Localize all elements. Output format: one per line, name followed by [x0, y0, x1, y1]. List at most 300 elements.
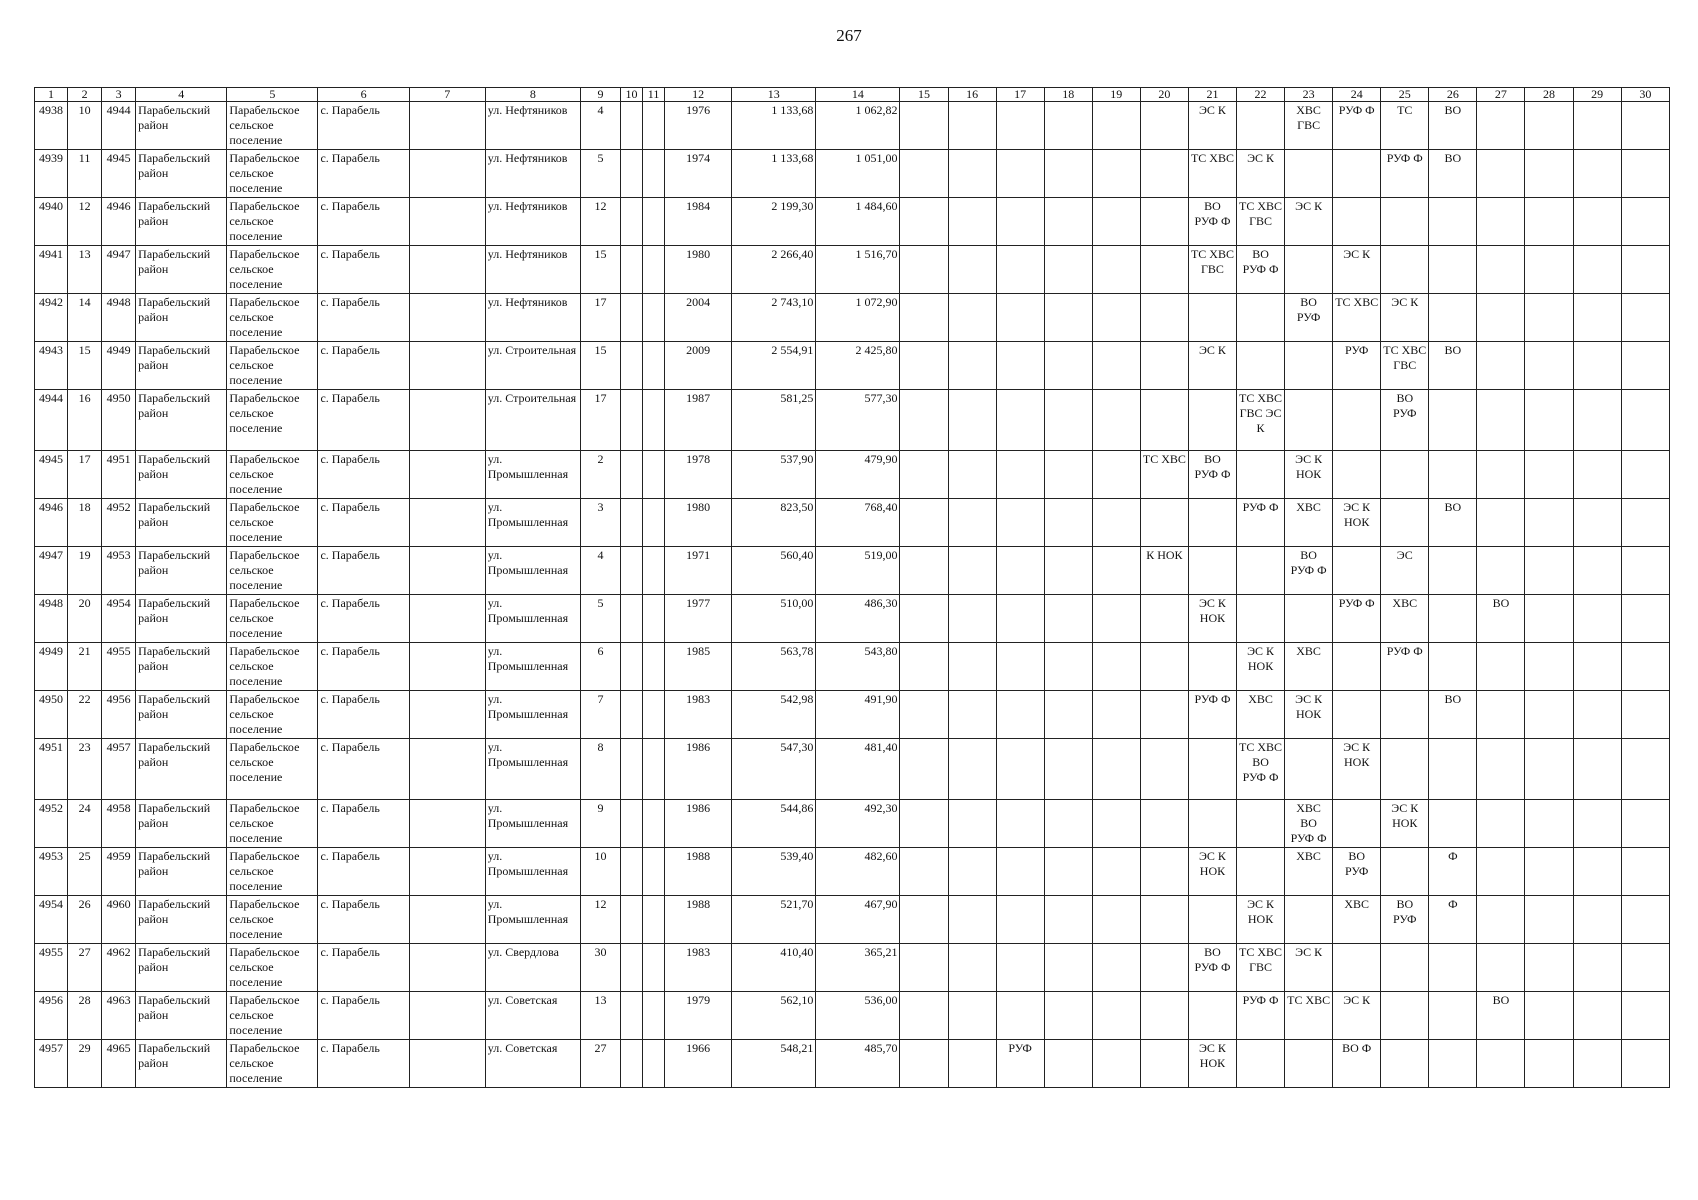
cell-col-7	[409, 595, 485, 643]
cell-col-23	[1285, 547, 1333, 595]
cell-col-13	[732, 739, 816, 800]
cell-text: РУФ	[1008, 1041, 1032, 1055]
column-header-14: 14	[816, 88, 900, 102]
cell-col-25	[1381, 595, 1429, 643]
cell-col-3	[102, 390, 136, 451]
cell-col-9	[580, 499, 620, 547]
cell-col-21	[1188, 944, 1236, 992]
cell-col-24	[1333, 390, 1381, 451]
cell-col-17	[996, 246, 1044, 294]
cell-col-28	[1525, 992, 1573, 1040]
cell-text: 4943	[39, 343, 64, 357]
cell-col-6	[318, 246, 409, 294]
cell-col-28	[1525, 390, 1573, 451]
cell-col-25	[1381, 246, 1429, 294]
cell-text: 16	[78, 391, 91, 405]
cell-col-2	[68, 1040, 102, 1088]
cell-text: 1 484,60	[855, 199, 898, 213]
cell-col-16	[948, 1040, 996, 1088]
cell-col-25	[1381, 896, 1429, 944]
column-header-2: 2	[68, 88, 102, 102]
cell-col-15	[900, 1040, 948, 1088]
cell-col-9	[580, 547, 620, 595]
cell-col-4	[136, 643, 227, 691]
cell-col-4	[136, 739, 227, 800]
cell-text: ВО	[1444, 692, 1462, 706]
cell-col-22	[1237, 643, 1285, 691]
cell-col-26	[1429, 944, 1477, 992]
cell-text: РУФ Ф	[1338, 103, 1375, 117]
cell-col-26	[1429, 246, 1477, 294]
cell-col-13	[732, 691, 816, 739]
cell-text: ул. Промышленная	[487, 548, 569, 577]
cell-col-5	[227, 848, 318, 896]
cell-col-8	[485, 547, 580, 595]
column-header-24: 24	[1333, 88, 1381, 102]
cell-col-18	[1044, 739, 1092, 800]
cell-text: ВО РУФ Ф	[1242, 247, 1279, 276]
cell-text: ТС ХВС	[1142, 452, 1186, 466]
cell-col-18	[1044, 992, 1092, 1040]
cell-col-23	[1285, 198, 1333, 246]
cell-text: с. Парабель	[320, 945, 380, 959]
cell-col-6	[318, 451, 409, 499]
column-header-22: 22	[1237, 88, 1285, 102]
cell-text: ХВС ВО РУФ Ф	[1290, 801, 1327, 845]
cell-text: 4954	[39, 897, 64, 911]
cell-col-14	[816, 198, 900, 246]
cell-col-30	[1621, 246, 1669, 294]
cell-col-30	[1621, 294, 1669, 342]
cell-col-9	[580, 198, 620, 246]
cell-text: 8	[597, 740, 604, 754]
cell-text: 4946	[39, 500, 64, 514]
cell-col-11	[643, 739, 665, 800]
cell-col-16	[948, 246, 996, 294]
column-header-6: 6	[318, 88, 409, 102]
cell-col-20	[1140, 595, 1188, 643]
cell-text: Парабельский район	[138, 548, 211, 577]
cell-text: 560,40	[780, 548, 814, 562]
cell-text: 1986	[686, 740, 711, 754]
cell-text: 4945	[106, 151, 131, 165]
table-row	[35, 547, 1670, 595]
cell-text: ТС ХВС	[1335, 295, 1379, 309]
cell-text: 5	[597, 151, 604, 165]
cell-text: 1 062,82	[855, 103, 898, 117]
cell-col-20	[1140, 643, 1188, 691]
cell-col-22	[1237, 800, 1285, 848]
cell-col-8	[485, 800, 580, 848]
cell-col-12	[665, 739, 732, 800]
cell-col-22	[1237, 102, 1285, 150]
cell-text: ул. Нефтяников	[487, 247, 568, 261]
cell-text: 4956	[106, 692, 131, 706]
cell-col-19	[1092, 595, 1140, 643]
table-row	[35, 150, 1670, 198]
cell-col-28	[1525, 595, 1573, 643]
cell-col-9	[580, 992, 620, 1040]
cell-col-24	[1333, 150, 1381, 198]
cell-col-11	[643, 691, 665, 739]
cell-col-6	[318, 102, 409, 150]
cell-col-23	[1285, 643, 1333, 691]
cell-text: 4960	[106, 897, 131, 911]
cell-col-22	[1237, 294, 1285, 342]
cell-col-4	[136, 691, 227, 739]
cell-col-28	[1525, 896, 1573, 944]
cell-col-22	[1237, 150, 1285, 198]
cell-text: РУФ Ф	[1194, 692, 1231, 706]
cell-col-16	[948, 848, 996, 896]
cell-text: Парабельский район	[138, 1041, 211, 1070]
cell-col-17	[996, 150, 1044, 198]
cell-col-25	[1381, 643, 1429, 691]
cell-text: 12	[78, 199, 91, 213]
cell-col-7	[409, 342, 485, 390]
cell-col-5	[227, 643, 318, 691]
cell-col-29	[1573, 246, 1621, 294]
cell-text: 2 743,10	[771, 295, 814, 309]
cell-col-3	[102, 451, 136, 499]
cell-col-14	[816, 390, 900, 451]
cell-col-16	[948, 800, 996, 848]
cell-text: 4941	[39, 247, 64, 261]
cell-col-29	[1573, 944, 1621, 992]
cell-col-6	[318, 944, 409, 992]
cell-col-4	[136, 848, 227, 896]
cell-text: ул. Нефтяников	[487, 103, 568, 117]
cell-text: ЭС К НОК	[1295, 692, 1323, 721]
cell-text: с. Парабель	[320, 295, 380, 309]
cell-col-3	[102, 595, 136, 643]
cell-col-15	[900, 643, 948, 691]
cell-col-15	[900, 499, 948, 547]
cell-text: ул. Свердлова	[487, 945, 559, 959]
table-row	[35, 102, 1670, 150]
cell-text: ТС ХВС ГВС ЭС К	[1239, 391, 1283, 435]
cell-col-13	[732, 643, 816, 691]
cell-col-2	[68, 547, 102, 595]
cell-col-3	[102, 294, 136, 342]
column-header-4: 4	[136, 88, 227, 102]
cell-col-2	[68, 944, 102, 992]
cell-text: ЭС К	[1295, 199, 1323, 213]
cell-text: 4948	[106, 295, 131, 309]
cell-col-6	[318, 390, 409, 451]
cell-text: 4951	[39, 740, 64, 754]
cell-col-17	[996, 342, 1044, 390]
cell-col-20	[1140, 848, 1188, 896]
cell-text: ЭС К	[1247, 151, 1274, 165]
cell-col-1	[35, 800, 68, 848]
cell-text: ТС ХВС ГВС	[1190, 247, 1234, 276]
column-header-10: 10	[621, 88, 643, 102]
cell-col-17	[996, 1040, 1044, 1088]
cell-col-11	[643, 150, 665, 198]
cell-col-16	[948, 198, 996, 246]
cell-col-9	[580, 848, 620, 896]
cell-text: Парабельское сельское поселение	[229, 151, 300, 195]
cell-col-11	[643, 595, 665, 643]
cell-text: 22	[78, 692, 91, 706]
cell-col-10	[621, 499, 643, 547]
cell-col-29	[1573, 342, 1621, 390]
cell-col-8	[485, 198, 580, 246]
column-header-17: 17	[996, 88, 1044, 102]
cell-col-19	[1092, 294, 1140, 342]
cell-col-5	[227, 595, 318, 643]
cell-col-17	[996, 198, 1044, 246]
cell-text: 2 425,80	[855, 343, 898, 357]
cell-col-3	[102, 691, 136, 739]
column-header-27: 27	[1477, 88, 1525, 102]
cell-text: с. Парабель	[320, 740, 380, 754]
cell-text: 19	[78, 548, 91, 562]
cell-text: с. Парабель	[320, 452, 380, 466]
cell-col-21	[1188, 451, 1236, 499]
cell-text: 543,80	[864, 644, 898, 658]
cell-col-30	[1621, 896, 1669, 944]
cell-col-2	[68, 595, 102, 643]
cell-col-10	[621, 198, 643, 246]
cell-col-28	[1525, 198, 1573, 246]
cell-text: Парабельский район	[138, 644, 211, 673]
column-header-1: 1	[35, 88, 68, 102]
cell-col-7	[409, 102, 485, 150]
cell-col-23	[1285, 246, 1333, 294]
cell-col-23	[1285, 294, 1333, 342]
cell-col-23	[1285, 944, 1333, 992]
cell-col-26	[1429, 547, 1477, 595]
cell-col-26	[1429, 595, 1477, 643]
cell-col-11	[643, 800, 665, 848]
cell-col-8	[485, 739, 580, 800]
table-row	[35, 246, 1670, 294]
cell-col-2	[68, 246, 102, 294]
cell-col-1	[35, 390, 68, 451]
cell-col-5	[227, 896, 318, 944]
cell-col-11	[643, 1040, 665, 1088]
cell-col-15	[900, 342, 948, 390]
cell-col-6	[318, 198, 409, 246]
cell-col-15	[900, 547, 948, 595]
cell-col-8	[485, 451, 580, 499]
cell-col-18	[1044, 691, 1092, 739]
cell-text: с. Парабель	[320, 897, 380, 911]
cell-text: 563,78	[780, 644, 814, 658]
cell-col-28	[1525, 1040, 1573, 1088]
cell-col-25	[1381, 390, 1429, 451]
cell-text: 18	[78, 500, 91, 514]
cell-col-10	[621, 451, 643, 499]
cell-text: 7	[597, 692, 604, 706]
cell-col-2	[68, 499, 102, 547]
cell-text: ЭС К НОК	[1198, 596, 1226, 625]
cell-col-29	[1573, 294, 1621, 342]
cell-text: с. Парабель	[320, 151, 380, 165]
cell-col-21	[1188, 390, 1236, 451]
cell-col-28	[1525, 246, 1573, 294]
cell-col-27	[1477, 390, 1525, 451]
cell-col-7	[409, 451, 485, 499]
cell-col-13	[732, 102, 816, 150]
cell-col-24	[1333, 198, 1381, 246]
cell-text: РУФ	[1344, 343, 1369, 357]
cell-col-9	[580, 342, 620, 390]
cell-col-29	[1573, 800, 1621, 848]
cell-col-22	[1237, 342, 1285, 390]
cell-col-20	[1140, 246, 1188, 294]
cell-col-18	[1044, 848, 1092, 896]
cell-col-8	[485, 1040, 580, 1088]
cell-text: 1983	[686, 692, 711, 706]
cell-text: 29	[78, 1041, 91, 1055]
cell-col-20	[1140, 150, 1188, 198]
cell-text: Парабельский район	[138, 151, 211, 180]
cell-text: 2 554,91	[771, 343, 814, 357]
cell-text: ТС ХВС ГВС	[1383, 343, 1427, 372]
cell-col-18	[1044, 451, 1092, 499]
column-header-28: 28	[1525, 88, 1573, 102]
cell-text: 479,90	[864, 452, 898, 466]
table-row	[35, 944, 1670, 992]
cell-col-7	[409, 246, 485, 294]
cell-text: 4952	[39, 801, 64, 815]
cell-col-12	[665, 390, 732, 451]
cell-text: ЭС К НОК	[1391, 801, 1419, 830]
cell-col-16	[948, 499, 996, 547]
cell-col-25	[1381, 739, 1429, 800]
cell-col-1	[35, 595, 68, 643]
column-header-8: 8	[485, 88, 580, 102]
cell-text: 4947	[39, 548, 64, 562]
cell-col-18	[1044, 246, 1092, 294]
cell-col-10	[621, 150, 643, 198]
cell-col-4	[136, 547, 227, 595]
cell-col-4	[136, 246, 227, 294]
cell-text: Парабельский район	[138, 343, 211, 372]
cell-col-1	[35, 691, 68, 739]
cell-col-11	[643, 294, 665, 342]
cell-col-13	[732, 390, 816, 451]
cell-col-15	[900, 246, 948, 294]
cell-col-4	[136, 1040, 227, 1088]
cell-col-27	[1477, 944, 1525, 992]
cell-col-21	[1188, 848, 1236, 896]
table-row	[35, 294, 1670, 342]
column-number-header-row	[35, 88, 1670, 102]
cell-col-10	[621, 102, 643, 150]
cell-text: 4944	[106, 103, 131, 117]
cell-text: Парабельский район	[138, 103, 211, 132]
cell-col-28	[1525, 150, 1573, 198]
cell-col-12	[665, 643, 732, 691]
cell-col-13	[732, 800, 816, 848]
cell-col-9	[580, 595, 620, 643]
cell-col-24	[1333, 896, 1381, 944]
cell-text: 10	[78, 103, 91, 117]
cell-col-8	[485, 992, 580, 1040]
column-header-11: 11	[643, 88, 665, 102]
cell-col-17	[996, 800, 1044, 848]
cell-text: 30	[594, 945, 607, 959]
cell-text: ЭС К	[1198, 103, 1226, 117]
cell-col-1	[35, 451, 68, 499]
cell-text: ВО РУФ Ф	[1290, 548, 1327, 577]
cell-text: Парабельское сельское поселение	[229, 103, 300, 147]
cell-col-5	[227, 102, 318, 150]
cell-col-25	[1381, 499, 1429, 547]
cell-col-13	[732, 499, 816, 547]
cell-text: 4940	[39, 199, 64, 213]
cell-col-25	[1381, 342, 1429, 390]
cell-col-11	[643, 390, 665, 451]
cell-col-18	[1044, 944, 1092, 992]
cell-text: ЭС К НОК	[1198, 849, 1226, 878]
cell-text: 486,30	[864, 596, 898, 610]
cell-text: ул. Промышленная	[487, 692, 569, 721]
cell-col-16	[948, 691, 996, 739]
cell-text: 1 133,68	[771, 151, 814, 165]
cell-col-22	[1237, 547, 1285, 595]
cell-col-15	[900, 739, 948, 800]
cell-col-26	[1429, 739, 1477, 800]
cell-col-28	[1525, 451, 1573, 499]
cell-col-20	[1140, 944, 1188, 992]
column-header-25: 25	[1381, 88, 1429, 102]
cell-col-23	[1285, 896, 1333, 944]
cell-col-27	[1477, 800, 1525, 848]
cell-text: ХВС ГВС	[1296, 103, 1321, 132]
cell-col-18	[1044, 150, 1092, 198]
cell-col-13	[732, 547, 816, 595]
cell-col-6	[318, 992, 409, 1040]
cell-col-14	[816, 643, 900, 691]
cell-col-20	[1140, 294, 1188, 342]
cell-col-11	[643, 643, 665, 691]
cell-col-13	[732, 246, 816, 294]
cell-col-8	[485, 150, 580, 198]
cell-text: Парабельский район	[138, 247, 211, 276]
cell-col-5	[227, 547, 318, 595]
cell-col-2	[68, 198, 102, 246]
cell-text: 12	[594, 199, 607, 213]
cell-text: 4963	[106, 993, 131, 1007]
cell-text: 1971	[686, 548, 711, 562]
cell-col-22	[1237, 1040, 1285, 1088]
cell-text: 1983	[686, 945, 711, 959]
cell-text: ВО РУФ	[1393, 897, 1417, 926]
cell-text: 823,50	[780, 500, 814, 514]
cell-col-2	[68, 691, 102, 739]
cell-col-24	[1333, 643, 1381, 691]
cell-col-8	[485, 691, 580, 739]
cell-col-16	[948, 944, 996, 992]
cell-text: с. Парабель	[320, 500, 380, 514]
cell-text: 1978	[686, 452, 711, 466]
cell-col-11	[643, 848, 665, 896]
cell-text: Парабельское сельское поселение	[229, 740, 300, 784]
column-header-23: 23	[1285, 88, 1333, 102]
cell-text: ВО РУФ	[1296, 295, 1321, 324]
cell-col-10	[621, 342, 643, 390]
cell-text: ВО	[1492, 596, 1510, 610]
cell-text: ул. Промышленная	[487, 644, 569, 673]
cell-text: 1977	[686, 596, 711, 610]
cell-col-5	[227, 342, 318, 390]
cell-col-6	[318, 294, 409, 342]
